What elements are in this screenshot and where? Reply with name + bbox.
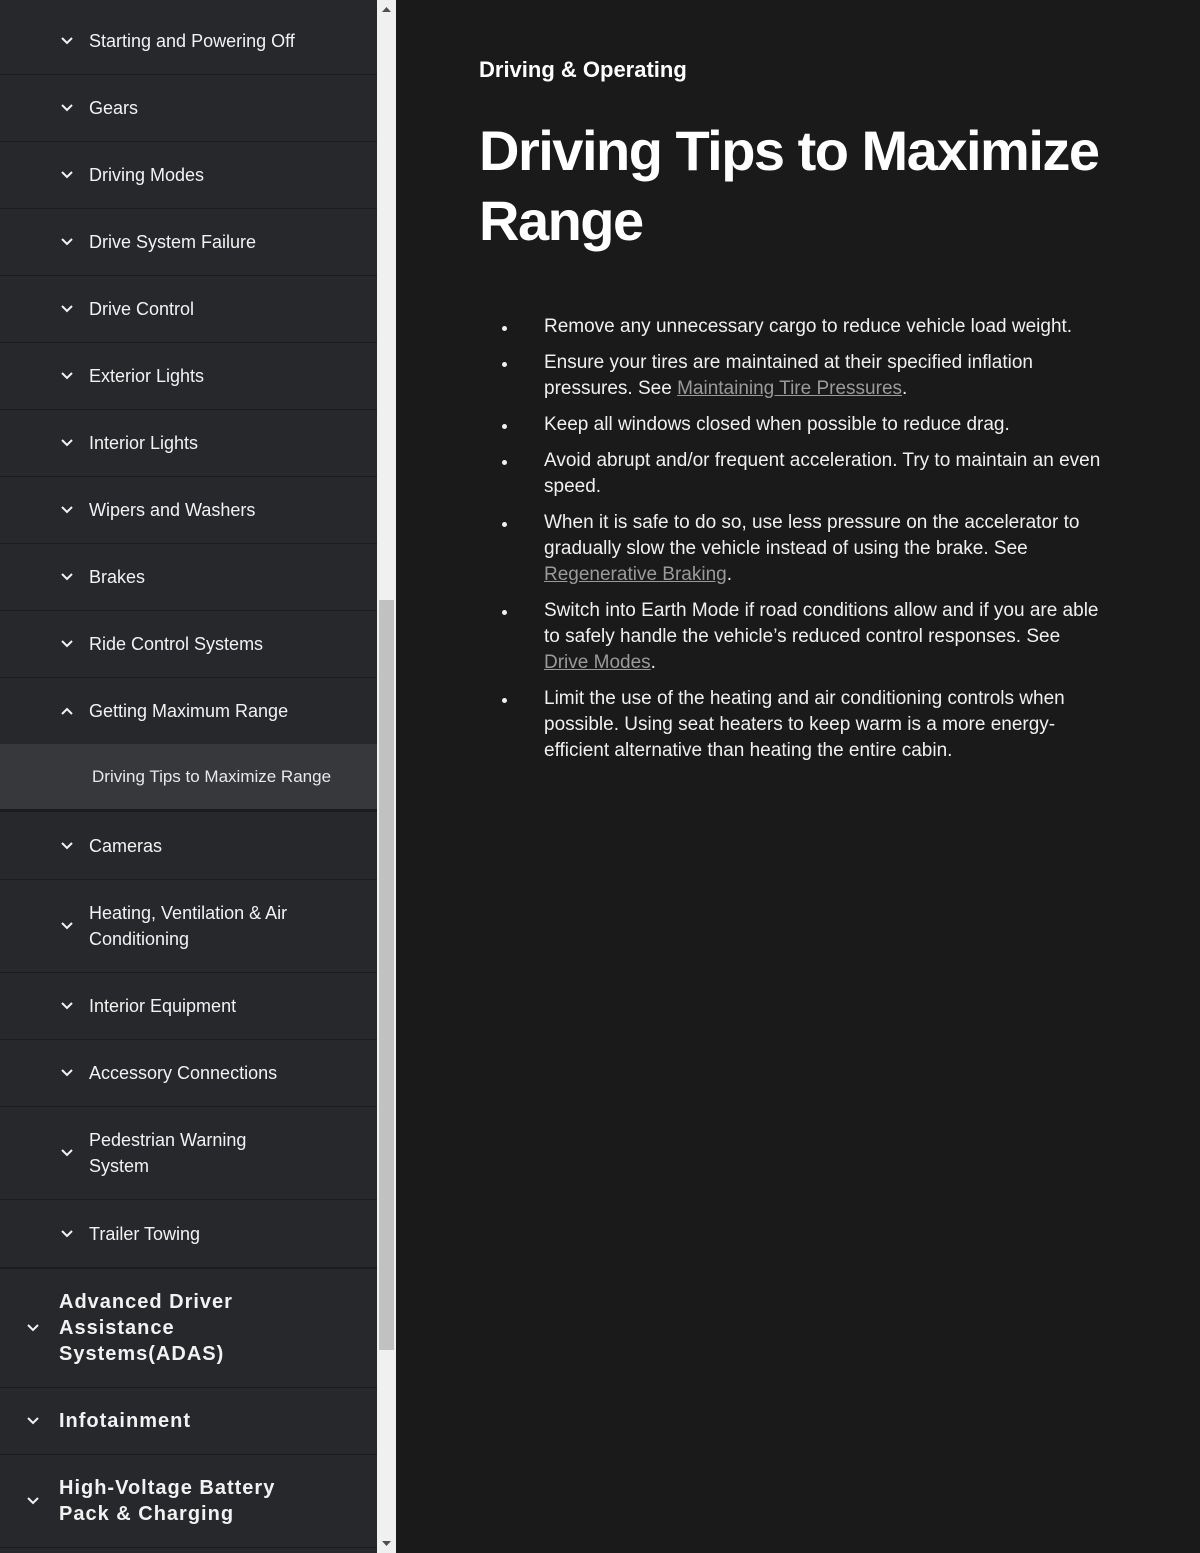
- sidebar-item-label: Advanced Driver Assistance Systems(ADAS): [59, 1291, 233, 1365]
- scrollbar-thumb[interactable]: [379, 600, 394, 1350]
- sidebar-item-pedestrian-warning-system[interactable]: [0, 1107, 377, 1200]
- sidebar-item-label: Accessory Connections: [89, 1063, 278, 1083]
- sidebar-item-label: Exterior Lights: [89, 366, 205, 386]
- chevron-down-icon: [60, 102, 74, 114]
- sidebar-item-accessory-connections[interactable]: [0, 1040, 377, 1107]
- chevron-down-icon: [26, 1322, 40, 1334]
- sidebar-item-label: Ride Control Systems: [89, 634, 264, 654]
- chevron-down-icon: [26, 1495, 40, 1507]
- list-item: Ensure your tires are maintained at their specified inflation pressures. See Maintaining Tire Pressures.: [506, 350, 1106, 402]
- sidebar-item-label: Drive Control: [89, 299, 195, 319]
- chevron-down-icon: [60, 1228, 74, 1240]
- sidebar-item-brakes[interactable]: [0, 544, 377, 611]
- sidebar-item-label: Driving Modes: [89, 165, 205, 185]
- sidebar-item-driving-tips-to-maximize-range[interactable]: [0, 744, 377, 812]
- sidebar-item-interior-equipment[interactable]: [0, 973, 377, 1040]
- sidebar-item-label: Pedestrian Warning System: [89, 1130, 247, 1176]
- chevron-down-icon: [60, 1147, 74, 1159]
- chevron-down-icon: [60, 638, 74, 650]
- list-item: Limit the use of the heating and air conditioning controls when possible. Using seat heaters to keep warm is a more energy-efficient alternative than heating the entire cabin.: [506, 686, 1106, 764]
- sidebar-item-heating-ventilation-air-conditioning[interactable]: [0, 880, 377, 973]
- drive-modes-link[interactable]: Drive Modes: [544, 652, 651, 673]
- sidebar-item-label: Wipers and Washers: [89, 500, 256, 520]
- chevron-down-icon: [60, 571, 74, 583]
- sidebar-item-label: Cameras: [89, 835, 163, 856]
- chevron-up-icon: [60, 705, 74, 717]
- sidebar-item-high-voltage-battery[interactable]: [0, 1455, 377, 1548]
- sidebar-item-label: Driving Tips to Maximize Range: [92, 766, 332, 786]
- sidebar-item-getting-maximum-range[interactable]: [0, 678, 377, 744]
- tips-list: [506, 314, 1106, 774]
- regenerative-braking-link[interactable]: Regenerative Braking: [544, 564, 727, 585]
- sidebar-item-label: Infotainment: [59, 1410, 191, 1432]
- chevron-down-icon: [26, 1415, 40, 1427]
- sidebar-item-interior-lights[interactable]: [0, 410, 377, 477]
- sidebar-item-label: Starting and Powering Off: [89, 31, 295, 51]
- sidebar-item-ride-control-systems[interactable]: [0, 611, 377, 678]
- list-item: Remove any unnecessary cargo to reduce vehicle load weight.: [506, 314, 1106, 340]
- sidebar-nav: [0, 0, 377, 1553]
- sidebar-scrollbar[interactable]: [377, 0, 396, 1553]
- sidebar-item-label: Interior Equipment: [89, 996, 237, 1016]
- sidebar-item-exterior-lights[interactable]: [0, 343, 377, 410]
- main-content: [396, 0, 1200, 1553]
- sidebar-item-label: Interior Lights: [89, 433, 199, 453]
- sidebar-item-trailer-towing[interactable]: [0, 1200, 377, 1269]
- list-item: When it is safe to do so, use less pressure on the accelerator to gradually slow the vehicle instead of using the brake. See Regenerative Braking.: [506, 510, 1106, 588]
- sidebar-item-drive-control[interactable]: [0, 276, 377, 343]
- chevron-down-icon: [60, 236, 74, 248]
- sidebar-item-label: Brakes: [89, 567, 146, 587]
- chevron-down-icon: [60, 1067, 74, 1079]
- list-item: Keep all windows closed when possible to reduce drag.: [506, 412, 1106, 438]
- sidebar-item-label: High-Voltage Battery Pack & Charging: [59, 1477, 276, 1525]
- chevron-down-icon: [60, 920, 74, 932]
- sidebar-item-label: Gears: [89, 98, 139, 118]
- maintaining-tire-pressures-link[interactable]: Maintaining Tire Pressures: [677, 378, 903, 399]
- chevron-down-icon: [60, 1000, 74, 1012]
- chevron-down-icon: [60, 303, 74, 315]
- sidebar-item-driving-modes[interactable]: [0, 142, 377, 209]
- page-title: Driving Tips to Maximize Range: [479, 119, 1099, 252]
- sidebar-item-adas[interactable]: [0, 1269, 377, 1388]
- sidebar-item-label: Heating, Ventilation & Air Conditioning: [89, 903, 288, 949]
- list-item: Switch into Earth Mode if road conditions allow and if you are able to safely handle the vehicle’s reduced control responses. See Drive Modes.: [506, 598, 1106, 676]
- chevron-down-icon: [60, 169, 74, 181]
- scroll-down-arrow-icon[interactable]: [377, 1535, 396, 1553]
- sidebar-item-label: Trailer Towing: [89, 1223, 201, 1244]
- sidebar-item-label: Drive System Failure: [89, 232, 257, 252]
- chevron-down-icon: [60, 840, 74, 852]
- section-heading: Driving & Operating: [479, 57, 687, 82]
- chevron-down-icon: [60, 437, 74, 449]
- sidebar-item-wipers-and-washers[interactable]: [0, 477, 377, 544]
- sidebar-item-label: Getting Maximum Range: [89, 701, 289, 721]
- sidebar-item-drive-system-failure[interactable]: [0, 209, 377, 276]
- chevron-down-icon: [60, 504, 74, 516]
- sidebar-item-starting-and-powering-off[interactable]: [0, 8, 377, 75]
- sidebar-item-gears[interactable]: [0, 75, 377, 142]
- sidebar-item-infotainment[interactable]: [0, 1388, 377, 1455]
- chevron-down-icon: [60, 370, 74, 382]
- sidebar-item-cameras[interactable]: [0, 812, 377, 880]
- chevron-down-icon: [60, 35, 74, 47]
- scroll-up-arrow-icon[interactable]: [377, 0, 396, 18]
- list-item: Avoid abrupt and/or frequent acceleration. Try to maintain an even speed.: [506, 448, 1106, 500]
